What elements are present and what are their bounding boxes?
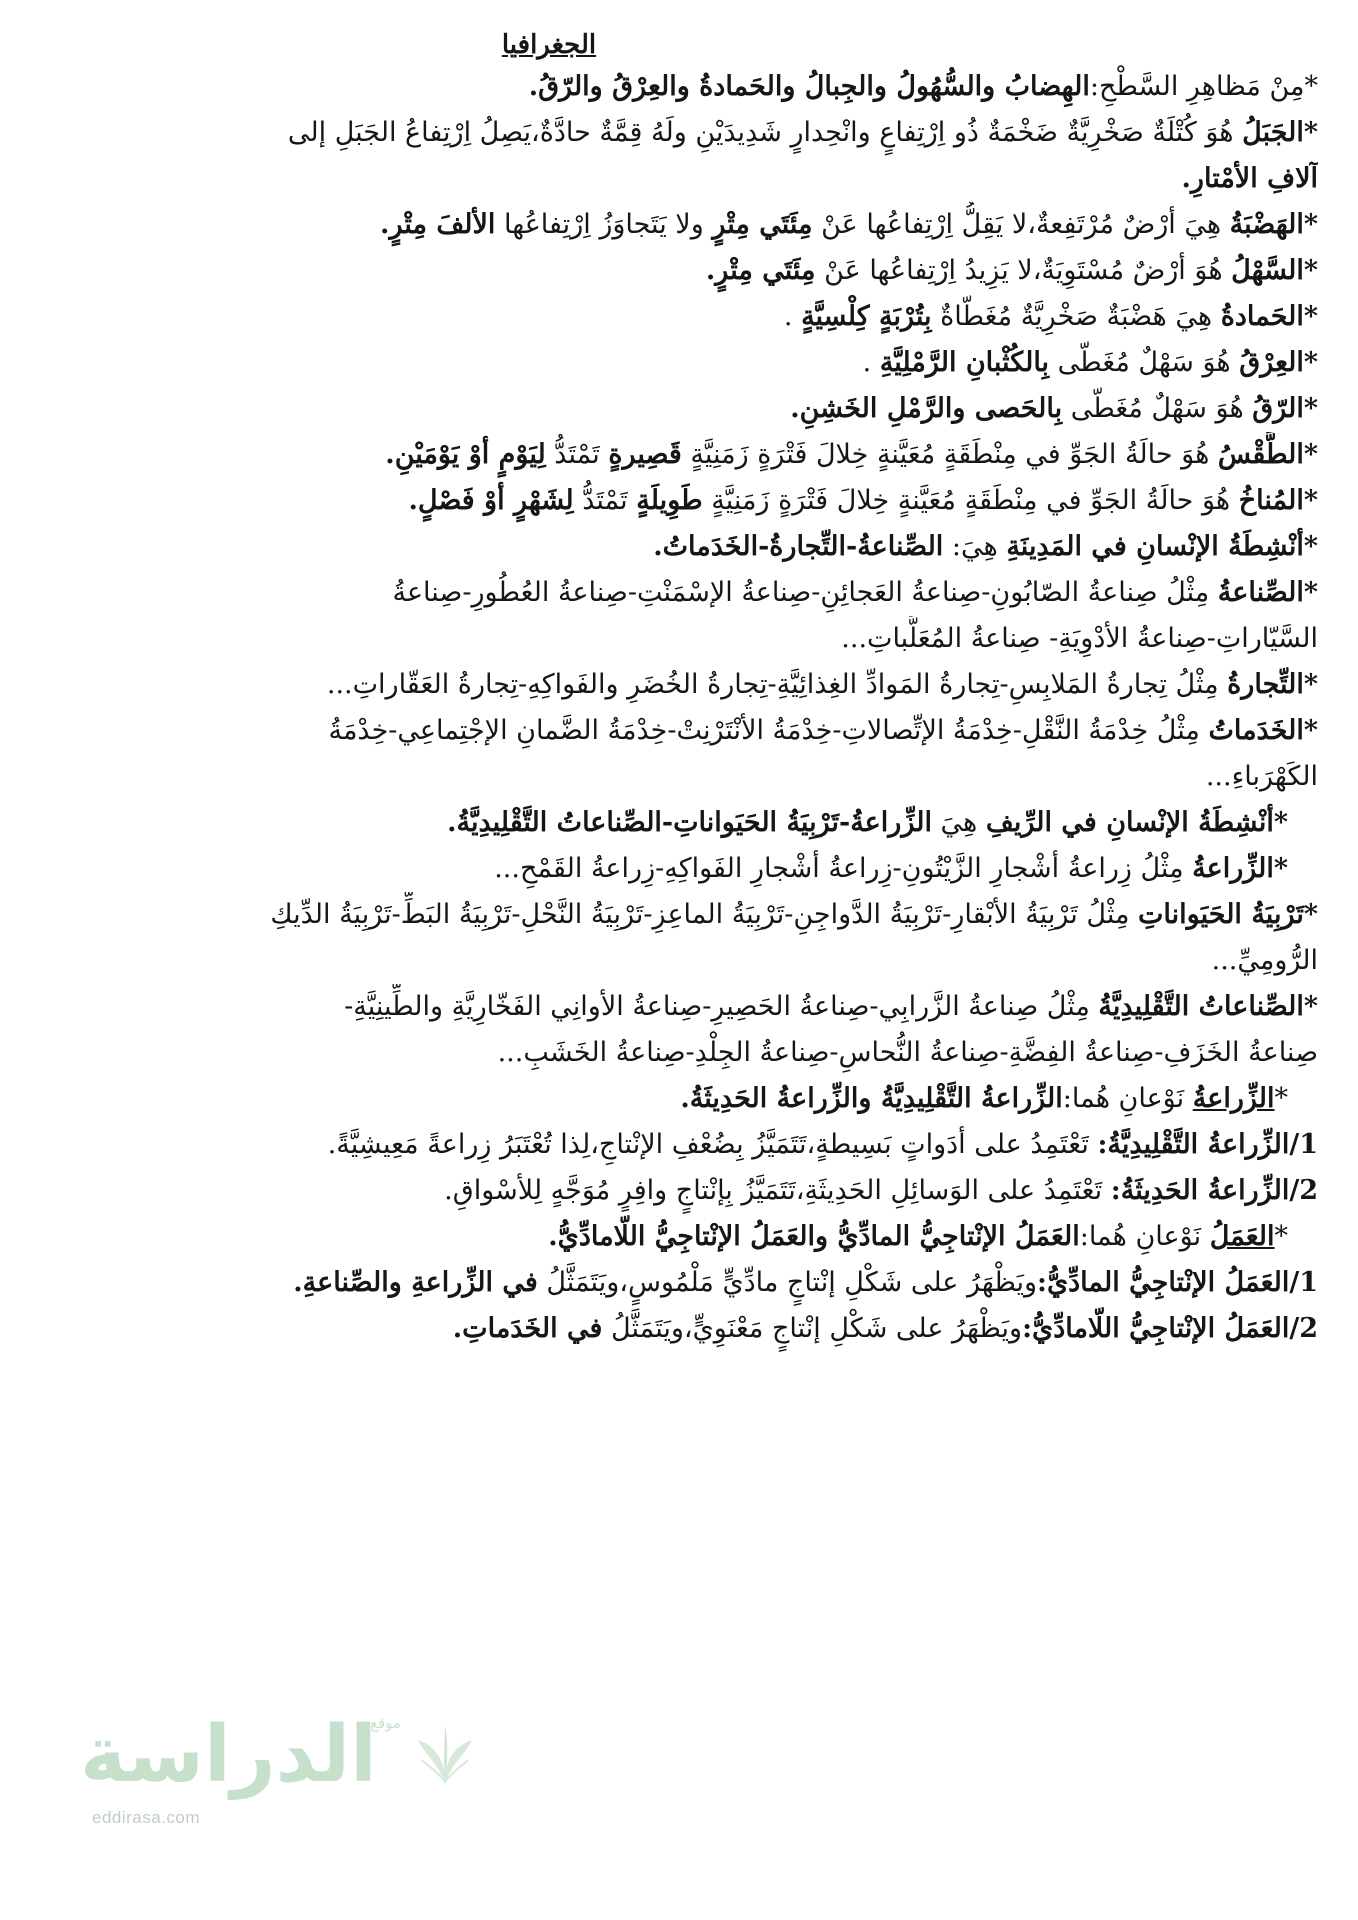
text-line (40, 294, 1318, 340)
text-segment: هُوَ سَهْلٌ مُغَطّى (1049, 347, 1240, 378)
text-line (40, 202, 1318, 248)
text-segment: هُوَ حالَةُ الجَوِّ في مِنْطَقَةٍ مُعَيَّنةٍ خِلالَ فَتْرَةٍ زَمَنِيَّةٍ (702, 485, 1239, 516)
text-segment: مِثْلُ صِناعةُ الصّابُونِ-صِناعةُ العَجائِنِ-صِناعةُ الإسْمَنْتِ-صِناعةُ العُطُورِ-صِناعةُ (392, 577, 1218, 608)
text-line (40, 846, 1318, 892)
bold-term: العَمَلُ (1209, 1221, 1275, 1252)
document-page (40, 30, 1318, 1352)
site-watermark (70, 1710, 490, 1830)
document-body (40, 64, 1318, 1352)
text-line (40, 570, 1318, 616)
bold-term: بِالحَصى والرَّمْلِ الخَشِنِ. (790, 393, 1063, 424)
text-segment: هُوَ كُتْلَةٌ صَخْرِيَّةٌ ضَخْمَةٌ ذُو اِرْتِفاعٍ وانْحِدارٍ شَدِيدَيْنِ ولَهُ قِمَّةٌ حادَّةٌ،يَصِلُ اِرْتِفاعُ الجَبَلِ إلى (287, 117, 1243, 148)
text-segment: هُوَ حالَةُ الجَوِّ في مِنْطَقَةٍ مُعَيَّنةٍ خِلالَ فَتْرَةٍ زَمَنِيَّةٍ (681, 439, 1218, 470)
bold-term: الألفَ مِتْرٍ. (380, 209, 496, 240)
bold-term: *الصِّناعةُ (1217, 577, 1318, 608)
text-line (40, 432, 1318, 478)
text-segment: تَمْتَدُّ (573, 485, 637, 516)
text-line (40, 984, 1318, 1030)
bold-term: *الخَدَماتُ (1208, 715, 1318, 746)
bold-term: في الخَدَماتِ. (452, 1313, 603, 1344)
text-segment: ويَظْهَرُ على شَكْلِ إنْتاجٍ مَعْنَوِيٍّ،ويَتَمَثَّلُ (602, 1313, 1023, 1344)
text-segment: الكَهْرَباءِ... (1205, 761, 1318, 792)
bold-term: آلافِ الأمْتارِ. (1181, 163, 1318, 194)
text-line (40, 938, 1318, 984)
text-line (40, 1168, 1318, 1214)
text-segment: نَوْعانِ هُما: (1062, 1083, 1193, 1114)
bold-term: *الهَضْبَةُ (1229, 209, 1318, 240)
bold-term: لِيَوْمٍ أوْ يَوْمَيْنِ. (385, 439, 546, 470)
text-segment: صِناعةُ الخَزَفِ-صِناعةُ الفِضَّةِ-صِناعةُ النُّحاسِ-صِناعةُ الجِلْدِ-صِناعةُ الخَشَبِ... (497, 1037, 1318, 1068)
text-segment: تَعْتَمِدُ على أدَواتٍ بَسِيطةٍ،تَتَمَيَّزُ بِضُعْفِ الإنْتاجِ،لِذا تُعْتَبَرُ زِراعةً مَعِيشِيَّةً. (327, 1129, 1098, 1160)
bold-term: *أنْشِطَةُ الإنْسانِ في الرِّيفِ (985, 807, 1288, 838)
bold-term: *الزِّراعةُ (1192, 853, 1288, 884)
leaf-logo-icon (410, 1720, 480, 1790)
text-segment: هِيَ (931, 807, 986, 838)
bold-term: طَوِيلَةٍ (636, 485, 703, 516)
text-line (40, 156, 1318, 202)
bold-term: 2/العَمَلُ الإنْتاجِيُّ اللّامادِّيُّ: (1022, 1313, 1318, 1344)
bold-term: في الزِّراعةِ والصِّناعةِ. (293, 1267, 538, 1298)
bold-term: الزِّراعةُ-تَرْبِيَةُ الحَيَواناتِ-الصِّناعاتُ التَّقْلِيدِيَّةُ. (447, 807, 932, 838)
text-line (40, 1030, 1318, 1076)
text-segment: هِيَ أرْضٌ مُرْتَفِعةٌ،لا يَقِلُّ اِرْتِفاعُها عَنْ (812, 209, 1230, 240)
text-line (40, 340, 1318, 386)
bold-term: *الرّقُ (1252, 393, 1318, 424)
bold-term: بِتُرْبَةٍ كِلْسِيَّةٍ (801, 301, 932, 332)
page-title: الجغرافيا (501, 30, 597, 60)
text-line (40, 1260, 1318, 1306)
bold-term: الصِّناعةُ-التِّجارةُ-الخَدَماتُ. (653, 531, 944, 562)
bold-term: العَمَلُ الإنْتاجِيُّ المادِّيُّ والعَمَلُ الإنْتاجِيُّ اللّامادِّيُّ. (548, 1221, 1080, 1252)
text-segment: ويَظْهَرُ على شَكْلِ إنْتاجٍ مادِّيٍّ مَلْمُوسٍ،ويَتَمَثَّلُ (537, 1267, 1038, 1298)
bold-term: بِالكُثْبانِ الرَّمْلِيَّةِ (879, 347, 1050, 378)
bold-term: 2/الزِّراعةُ الحَدِيثَةُ: (1110, 1175, 1318, 1206)
text-segment: نَوْعانِ هُما: (1079, 1221, 1210, 1252)
watermark-name: الدراسة (80, 1710, 377, 1800)
text-line (40, 708, 1318, 754)
text-line (40, 524, 1318, 570)
watermark-prefix: موقع (370, 1714, 401, 1732)
bold-term: *تَرْبِيَةُ الحَيَواناتِ (1138, 899, 1318, 930)
text-line (40, 1076, 1318, 1122)
bold-term: *التِّجارةُ (1227, 669, 1318, 700)
text-segment: هِيَ هَضْبَةٌ صَخْرِيَّةٌ مُغَطّاةٌ (931, 301, 1221, 332)
text-line (40, 110, 1318, 156)
text-segment: هِيَ: (943, 531, 1007, 562)
text-line (40, 1306, 1318, 1352)
text-line (40, 64, 1318, 110)
bold-term: *السَّهْلُ (1231, 255, 1318, 286)
bold-term: *العِرْقُ (1239, 347, 1318, 378)
bold-term: *الحَمادةُ (1220, 301, 1318, 332)
text-line (40, 1214, 1318, 1260)
text-segment: مِثْلُ صِناعةُ الزَّرابِي-صِناعةُ الحَصِيرِ-صِناعةُ الأوانِي الفَخّارِيَّةِ والطِّينِيَّةِ- (344, 991, 1099, 1022)
text-segment: مِثْلُ زِراعةُ أشْجارِ الزَّيْتُونِ-زِراعةُ أشْجارِ الفَواكِهِ-زِراعةُ القَمْحِ... (494, 853, 1193, 884)
bold-term: مِئَتَي مِتْرٍ. (705, 255, 816, 286)
bold-term: *أنْشِطَةُ الإنْسانِ في المَدِينَةِ (1006, 531, 1318, 562)
text-segment: * (1274, 1221, 1288, 1252)
watermark-url: eddirasa.com (92, 1808, 201, 1827)
bold-term: 1/الزِّراعةُ التَّقْلِيدِيَّةُ: (1097, 1129, 1318, 1160)
bold-term: الزِّراعةُ (1192, 1083, 1275, 1114)
bold-term: *المُناخُ (1238, 485, 1318, 516)
text-segment: *مِنْ مَظاهِرِ السَّطْحِ: (1089, 71, 1318, 102)
text-line (40, 892, 1318, 938)
text-line (40, 248, 1318, 294)
text-segment: . (783, 301, 802, 332)
bold-term: مِئَتَي مِتْرٍ (712, 209, 813, 240)
text-segment: تَعْتَمِدُ على الوَسائِلِ الحَدِيثَةِ،تَتَمَيَّزُ بِإنْتاجٍ وافِرٍ مُوَجَّهٍ لِلأسْواقِ. (444, 1175, 1111, 1206)
text-segment: مِثْلُ خِدْمَةُ النَّقْلِ-خِدْمَةُ الإتِّصالاتِ-خِدْمَةُ الأنْتَرْنِتْ-خِدْمَةُ الضَّمانِ الإجْتِماعِي-خِدْمَةُ (328, 715, 1209, 746)
text-segment: الرُّومِيِّ... (1211, 945, 1318, 976)
bold-term: *الصِّناعاتُ التَّقْلِيدِيَّةُ (1098, 991, 1318, 1022)
text-segment: ولا يَتَجاوَزُ اِرْتِفاعُها (495, 209, 713, 240)
text-segment: تَمْتَدُّ (545, 439, 609, 470)
text-segment: هُوَ سَهْلٌ مُغَطّى (1062, 393, 1253, 424)
text-line (40, 754, 1318, 800)
bold-term: *الجَبَلُ (1242, 117, 1318, 148)
text-line (40, 616, 1318, 662)
text-segment: هُوَ أرْضٌ مُسْتَوِيَةٌ،لا يَزِيدُ اِرْتِفاعُها عَنْ (815, 255, 1232, 286)
bold-term: الزِّراعةُ التَّقْلِيدِيَّةُ والزِّراعةُ الحَدِيثَةُ. (680, 1083, 1063, 1114)
text-line (40, 662, 1318, 708)
text-segment: . (862, 347, 880, 378)
text-line (40, 800, 1318, 846)
bold-term: *الطَّقْسُ (1217, 439, 1318, 470)
text-segment: مِثْلُ تَرْبِيَةُ الأبْقارِ-تَرْبِيَةُ الدَّواجِنِ-تَرْبِيَةُ الماعِزِ-تَرْبِيَةُ النَّحْلِ-تَرْبِيَةُ البَطِّ-تَرْبِيَةُ الدِّيكِ (270, 899, 1139, 930)
text-segment: * (1274, 1083, 1288, 1114)
bold-term: لِشَهْرٍ أوْ فَصْلٍ. (408, 485, 574, 516)
text-line (40, 478, 1318, 524)
bold-term: 1/العَمَلُ الإنْتاجِيُّ المادِّيُّ: (1037, 1267, 1318, 1298)
text-segment: السَّيّاراتِ-صِناعةُ الأدْوِيَةِ- صِناعةُ المُعَلَّباتِ... (841, 623, 1318, 654)
bold-term: قَصِيرةٍ (608, 439, 682, 470)
text-line (40, 1122, 1318, 1168)
text-segment: مِثْلُ تِجارةُ المَلابِسِ-تِجارةُ المَوادِّ الغِذائِيَّةِ-تِجارةُ الخُضَرِ والفَواكِهِ-تِجارةُ العَقّاراتِ... (326, 669, 1228, 700)
bold-term: الهِضابُ والسُّهُولُ والجِبالُ والحَمادةُ والعِرْقُ والرّقُ. (528, 71, 1090, 102)
text-line (40, 386, 1318, 432)
